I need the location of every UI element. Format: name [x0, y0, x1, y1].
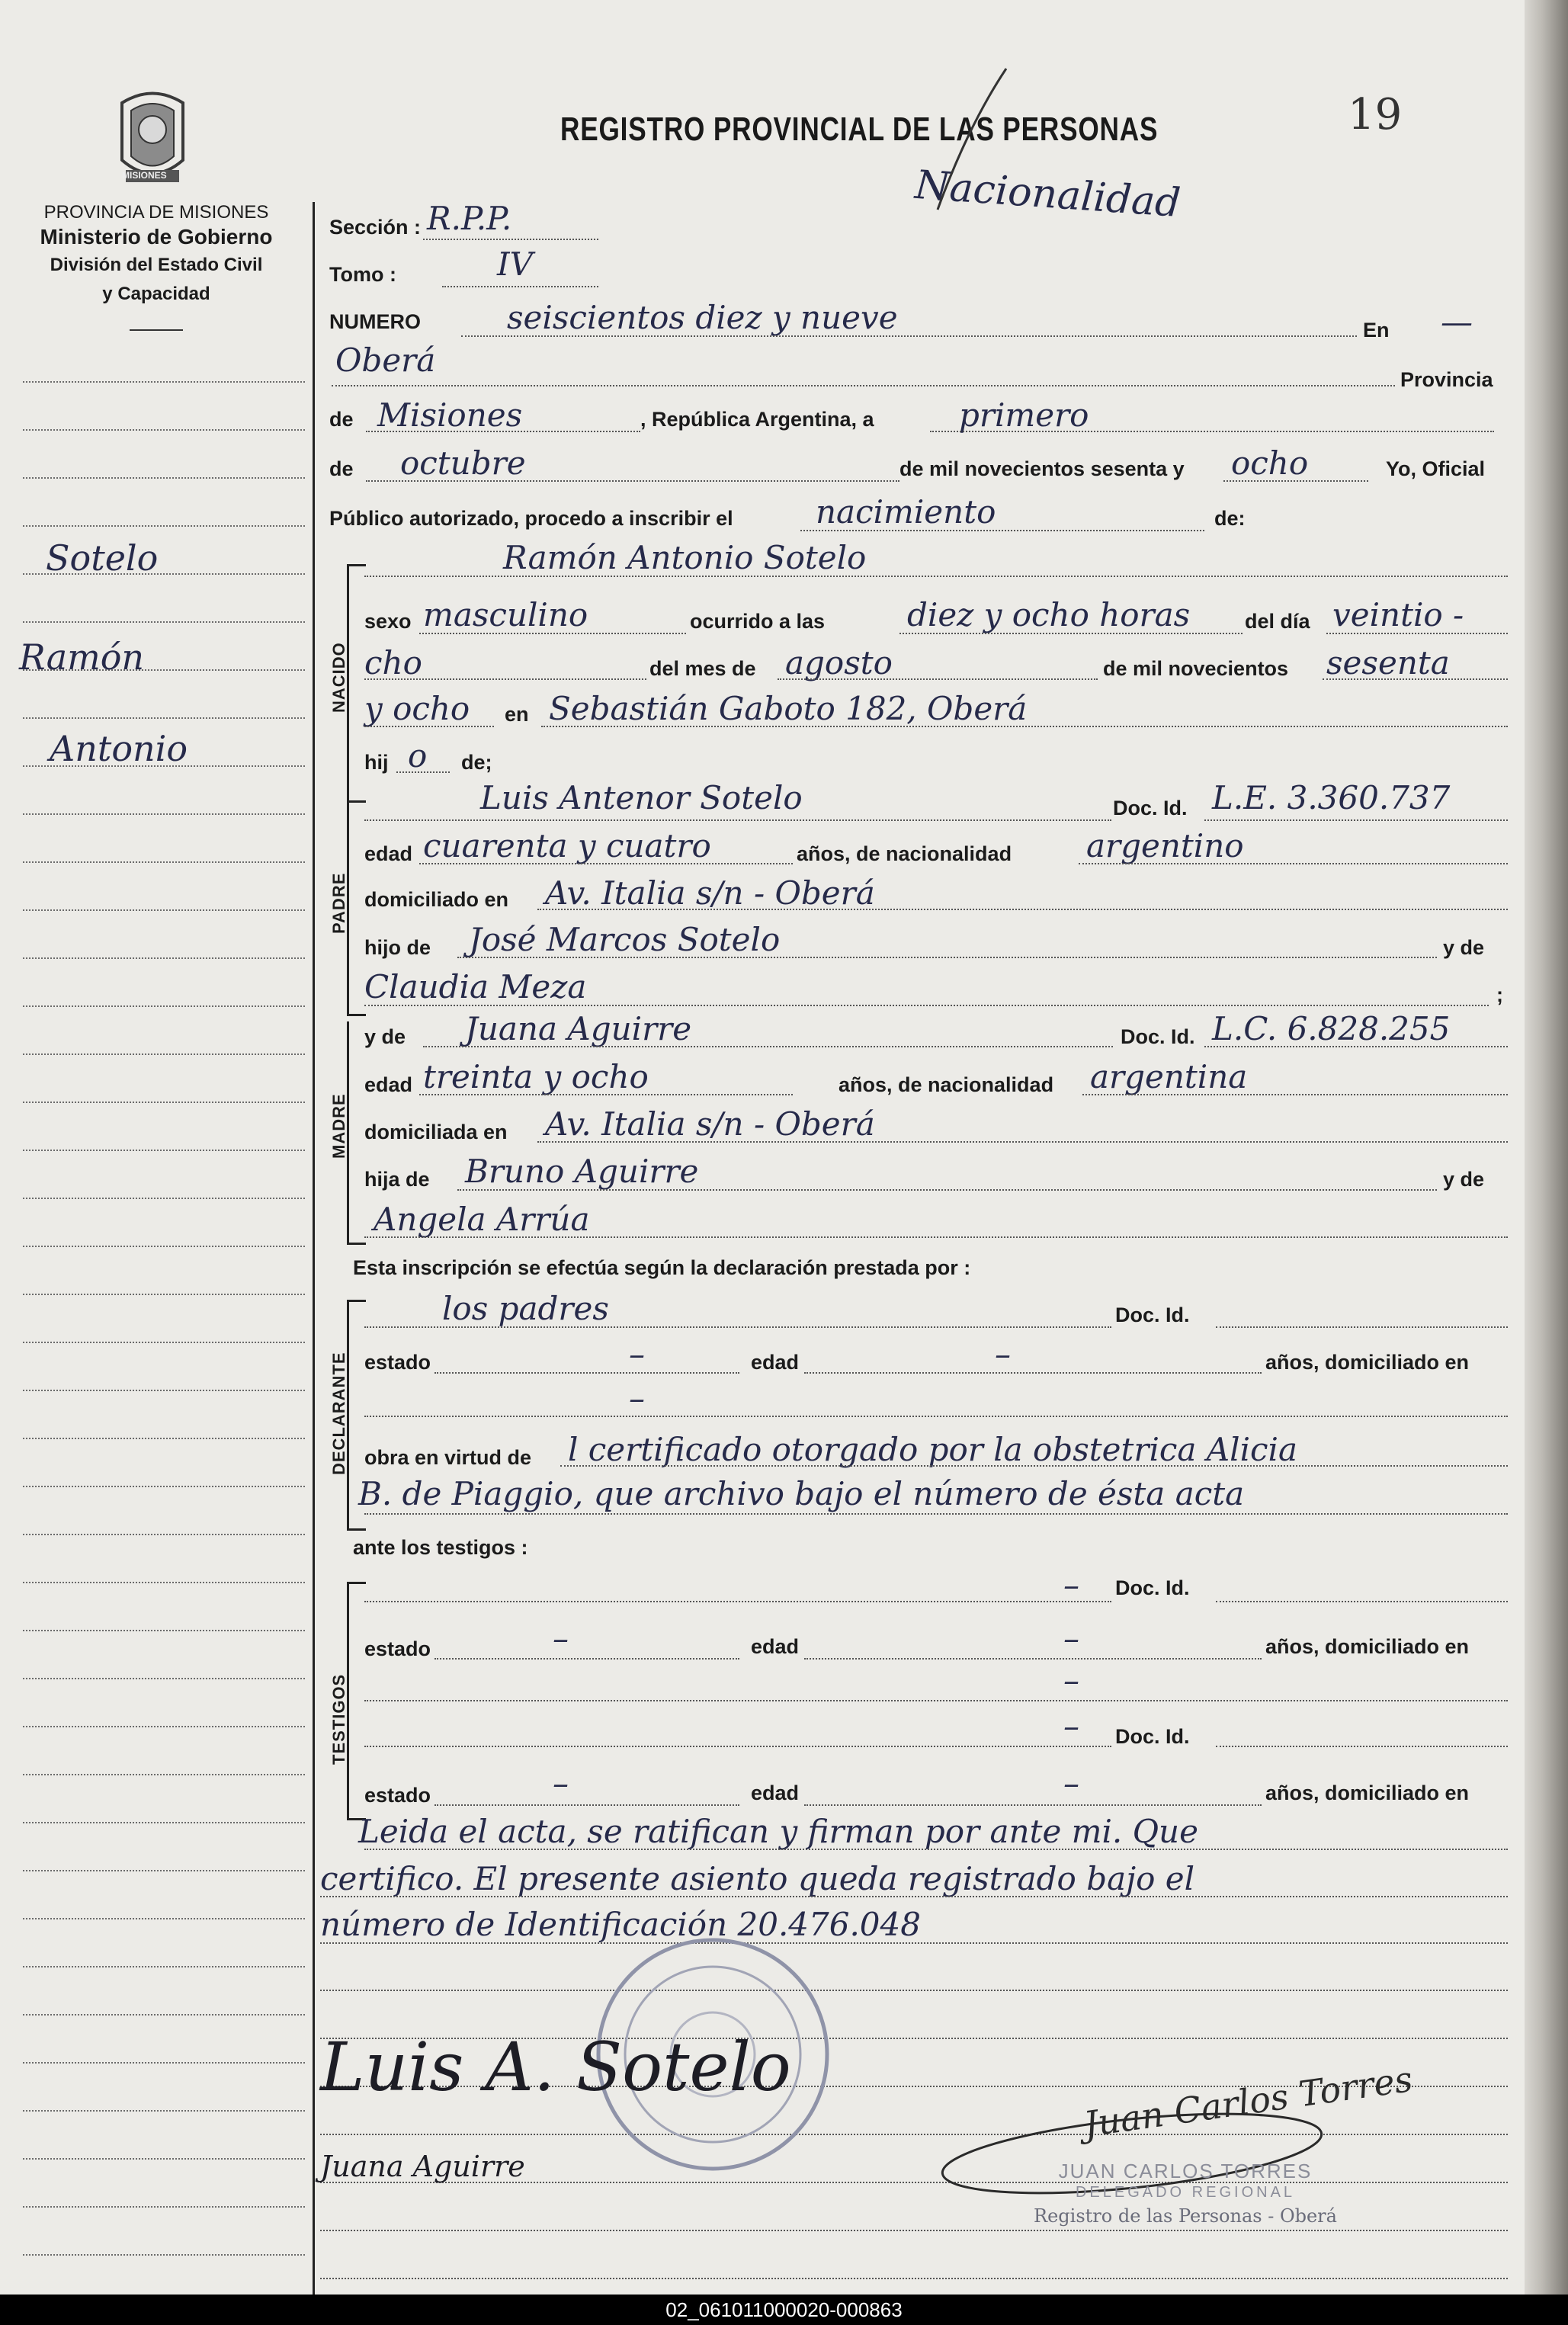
padre-doc-value: L.E. 3.360.737 [1212, 779, 1451, 816]
office-divider [130, 329, 183, 331]
padre-dom-label: domiciliado en [364, 888, 509, 911]
nacido-mes-value: agosto [785, 644, 893, 681]
margin-rule-line [23, 1246, 305, 1247]
body-rule-line [320, 2278, 1508, 2279]
declarante-estado-label: estado [364, 1351, 431, 1374]
page-number: 19 [1348, 90, 1403, 140]
madre-name: Juana Aguirre [465, 1010, 692, 1047]
official-stamp-registry: Registro de las Personas - Oberá [1034, 2205, 1337, 2227]
margin-rule-line [23, 1198, 305, 1199]
dia-value-1: veintio - [1332, 596, 1464, 633]
document-code: 02_061011000020-000863 [665, 2298, 903, 2321]
padre-madre-of: Claudia Meza [364, 968, 587, 1005]
margin-rule-line [23, 525, 305, 527]
de2-label: de: [1214, 507, 1246, 530]
margin-rule-line [23, 1438, 305, 1439]
margin-rule-line [23, 621, 305, 623]
seal-text: MISIONES [122, 170, 167, 181]
margin-rule-line [23, 717, 305, 719]
margin-rule-line [23, 909, 305, 911]
page-title: REGISTRO PROVINCIAL DE LAS PERSONAS [560, 111, 1159, 148]
republica-label: , República Argentina, a [640, 408, 874, 431]
padre-name: Luis Antenor Sotelo [480, 779, 803, 816]
testigo1-edad-dash: – [1063, 1620, 1079, 1657]
nacido-section-label: NACIDO [329, 642, 348, 713]
father-signature: Luis A. Sotelo [320, 2028, 791, 2106]
testigo1-doc-label: Doc. Id. [1115, 1576, 1190, 1599]
obra-label: obra en virtud de [364, 1446, 532, 1469]
anio-value-1: sesenta [1326, 644, 1450, 681]
official-stamp-title: DELEGADO REGIONAL [1075, 2184, 1296, 2201]
madre-edad-label: edad [364, 1073, 413, 1096]
hij-value: o [408, 737, 428, 774]
oficial-label: Yo, Oficial [1386, 457, 1486, 480]
madre-doc-value: L.C. 6.828.255 [1212, 1010, 1451, 1047]
margin-rule-line [23, 1678, 305, 1679]
padre-nac-label: años, de nacionalidad [797, 842, 1012, 865]
margin-rule-line [23, 957, 305, 959]
margin-rule-line [23, 477, 305, 479]
margin-rule-line [23, 2206, 305, 2208]
en-label: En [1363, 319, 1390, 342]
margin-rule-line [23, 2062, 305, 2064]
margin-rule-line [23, 1102, 305, 1103]
madre-madre-of: Angela Arrúa [374, 1201, 590, 1238]
madre-yde2-label: y de [1443, 1168, 1485, 1191]
margin-rule-line [23, 1630, 305, 1631]
madre-section-label: MADRE [329, 1093, 348, 1159]
anio-value-2: y ocho [364, 690, 470, 727]
testigo2-dash: – [1063, 1708, 1079, 1745]
testigo1-estado-label: estado [364, 1637, 431, 1660]
declarante-anios-label: años, domiciliado en [1265, 1351, 1470, 1374]
obra-value-1: l certificado otorgado por la obstetrica Alicia [568, 1431, 1297, 1468]
margin-name-2: Antonio [50, 728, 188, 769]
padre-hijo-label: hijo de [364, 936, 431, 959]
padre-padre-of: José Marcos Sotelo [469, 921, 781, 958]
margin-rule-line [23, 1870, 305, 1871]
padre-doc-label: Doc. Id. [1113, 797, 1188, 819]
sexo-label: sexo [364, 610, 412, 633]
declarante-section-label: DECLARANTE [329, 1352, 348, 1475]
madre-nac-value: argentina [1090, 1058, 1248, 1095]
binding-edge [1525, 0, 1568, 2295]
office-capacity: y Capacidad [102, 284, 210, 304]
margin-rule-line [23, 1534, 305, 1535]
margin-rule-line [23, 2254, 305, 2256]
padre-section-label: PADRE [329, 872, 348, 934]
official-stamp-name: JUAN CARLOS TORRES [1058, 2160, 1313, 2182]
declarante-edad-value: – [995, 1336, 1011, 1373]
testigos-section-label: TESTIGOS [329, 1673, 348, 1765]
testigo1-dash: – [1063, 1567, 1079, 1604]
testigo2-doc-label: Doc. Id. [1115, 1725, 1190, 1748]
nacido-mil-label: de mil novecientos [1103, 657, 1289, 680]
madre-nac-label: años, de nacionalidad [839, 1073, 1054, 1096]
margin-rule-line [23, 381, 305, 383]
locality-value: Oberá [335, 342, 436, 379]
acto-value: nacimiento [816, 493, 996, 531]
en-lugar-label: en [505, 703, 529, 726]
margin-rule-line [23, 813, 305, 815]
mother-signature: Juana Aguirre [320, 2150, 525, 2183]
madre-doc-label: Doc. Id. [1121, 1025, 1195, 1048]
tomo-label: Tomo : [329, 263, 396, 286]
testigo2-estado-dash: – [553, 1765, 569, 1802]
madre-yde-label: y de [364, 1025, 406, 1048]
testigo2-edad-label: edad [751, 1781, 800, 1804]
body-rule-line [320, 1990, 1508, 1991]
anio-value: ocho [1231, 444, 1309, 482]
margin-rule-line [23, 1390, 305, 1391]
margin-rule-line [23, 1005, 305, 1007]
padre-edad-label: edad [364, 842, 413, 865]
margin-rule-line [23, 1342, 305, 1343]
margin-rule-line [23, 2158, 305, 2160]
padre-dom-value: Av. Italia s/n - Oberá [545, 874, 875, 912]
obra-value-2: B. de Piaggio, que archivo bajo el número de ésta acta [358, 1475, 1245, 1512]
de-mes-label: de [329, 457, 354, 480]
office-division: División del Estado Civil [50, 255, 263, 275]
margin-rule-line [23, 1150, 305, 1151]
hij-label: hij [364, 751, 389, 774]
testigos-intro: ante los testigos : [353, 1536, 528, 1559]
testigo1-estado-dash: – [553, 1620, 569, 1657]
provincia-label: Provincia [1400, 368, 1493, 391]
nationality-annotation: Nacionalidad [913, 162, 1182, 227]
closing-line-1: Leida el acta, se ratifican y firman por ante mi. Que [358, 1813, 1198, 1850]
margin-rule-line [23, 1966, 305, 1967]
declarante-name: los padres [442, 1290, 609, 1327]
mes-value: octubre [400, 444, 526, 482]
lugar-value: Sebastián Gaboto 182, Oberá [549, 690, 1028, 727]
dia-label: del día [1245, 610, 1310, 633]
margin-rule-line [23, 1486, 305, 1487]
nacido-full-name: Ramón Antonio Sotelo [503, 539, 867, 576]
seccion-label: Sección : [329, 216, 422, 239]
declarante-edad-label: edad [751, 1351, 800, 1374]
madre-edad-value: treinta y ocho [423, 1058, 649, 1095]
en-value: — [1441, 303, 1473, 341]
office-province: PROVINCIA DE MISIONES [43, 202, 269, 223]
office-ministry: Ministerio de Gobierno [40, 225, 273, 249]
provincia-value: Misiones [377, 396, 523, 434]
padre-edad-value: cuarenta y cuatro [423, 827, 711, 864]
closing-line-3: número de Identificación 20.476.048 [320, 1906, 921, 1943]
margin-rule-line [23, 861, 305, 863]
de-label: de [329, 408, 354, 431]
testigo2-anios-label: años, domiciliado en [1265, 1781, 1470, 1804]
publico-label: Público autorizado, procedo a inscribir el [329, 507, 733, 530]
madre-dom-label: domiciliada en [364, 1121, 508, 1143]
margin-rule-line [23, 1918, 305, 1919]
padre-semicolon: ; [1496, 983, 1503, 1006]
seccion-value: R.P.P. [427, 200, 512, 237]
pen-stroke [922, 65, 1014, 217]
margin-rule-line [23, 1582, 305, 1583]
margin-vertical-rule [313, 202, 315, 2295]
madre-hija-label: hija de [364, 1168, 430, 1191]
testigo1-edad-label: edad [751, 1635, 800, 1658]
testigo2-edad-dash: – [1063, 1765, 1079, 1802]
declarante-dom-value: – [629, 1380, 645, 1417]
ocurrido-label: ocurrido a las [690, 610, 826, 633]
madre-padre-of: Bruno Aguirre [465, 1153, 699, 1190]
body-rule-line [320, 2230, 1508, 2231]
margin-surname: Sotelo [46, 537, 159, 579]
sexo-value: masculino [423, 596, 588, 633]
madre-dom-value: Av. Italia s/n - Oberá [545, 1105, 875, 1143]
margin-rule-line [23, 1822, 305, 1823]
declarante-estado-value: – [629, 1336, 645, 1373]
testigo1-dom-dash: – [1063, 1662, 1079, 1699]
mil-label: de mil novecientos sesenta y [899, 457, 1185, 480]
testigo1-anios-label: años, domiciliado en [1265, 1635, 1470, 1658]
padre-nac-value: argentino [1086, 827, 1244, 864]
margin-rule-line [23, 429, 305, 431]
official-signature: Juan Carlos Torres [1081, 2058, 1416, 2145]
closing-line-2: certifico. El presente asiento queda registrado bajo el [320, 1860, 1195, 1897]
hora-value: diez y ocho horas [907, 596, 1191, 633]
margin-rule-line [23, 1053, 305, 1055]
tomo-value: IV [497, 245, 533, 283]
numero-label: NUMERO [329, 310, 421, 333]
dia-value-2: cho [364, 644, 422, 681]
testigo2-estado-label: estado [364, 1784, 431, 1807]
mes-label: del mes de [649, 657, 756, 680]
margin-rule-line [23, 1726, 305, 1727]
margin-rule-line [23, 1774, 305, 1775]
declarante-intro: Esta inscripción se efectúa según la declaración prestada por : [353, 1256, 971, 1279]
margin-rule-line [23, 2110, 305, 2112]
margin-rule-line [23, 1294, 305, 1295]
margin-rule-line [23, 2014, 305, 2016]
padre-yde-label: y de [1443, 936, 1485, 959]
numero-value: seiscientos diez y nueve [507, 299, 898, 336]
dia-value: primero [959, 396, 1089, 434]
declarante-doc-label: Doc. Id. [1115, 1304, 1190, 1326]
margin-name-1: Ramón [19, 637, 145, 678]
nacido-de-label: de; [461, 751, 492, 774]
